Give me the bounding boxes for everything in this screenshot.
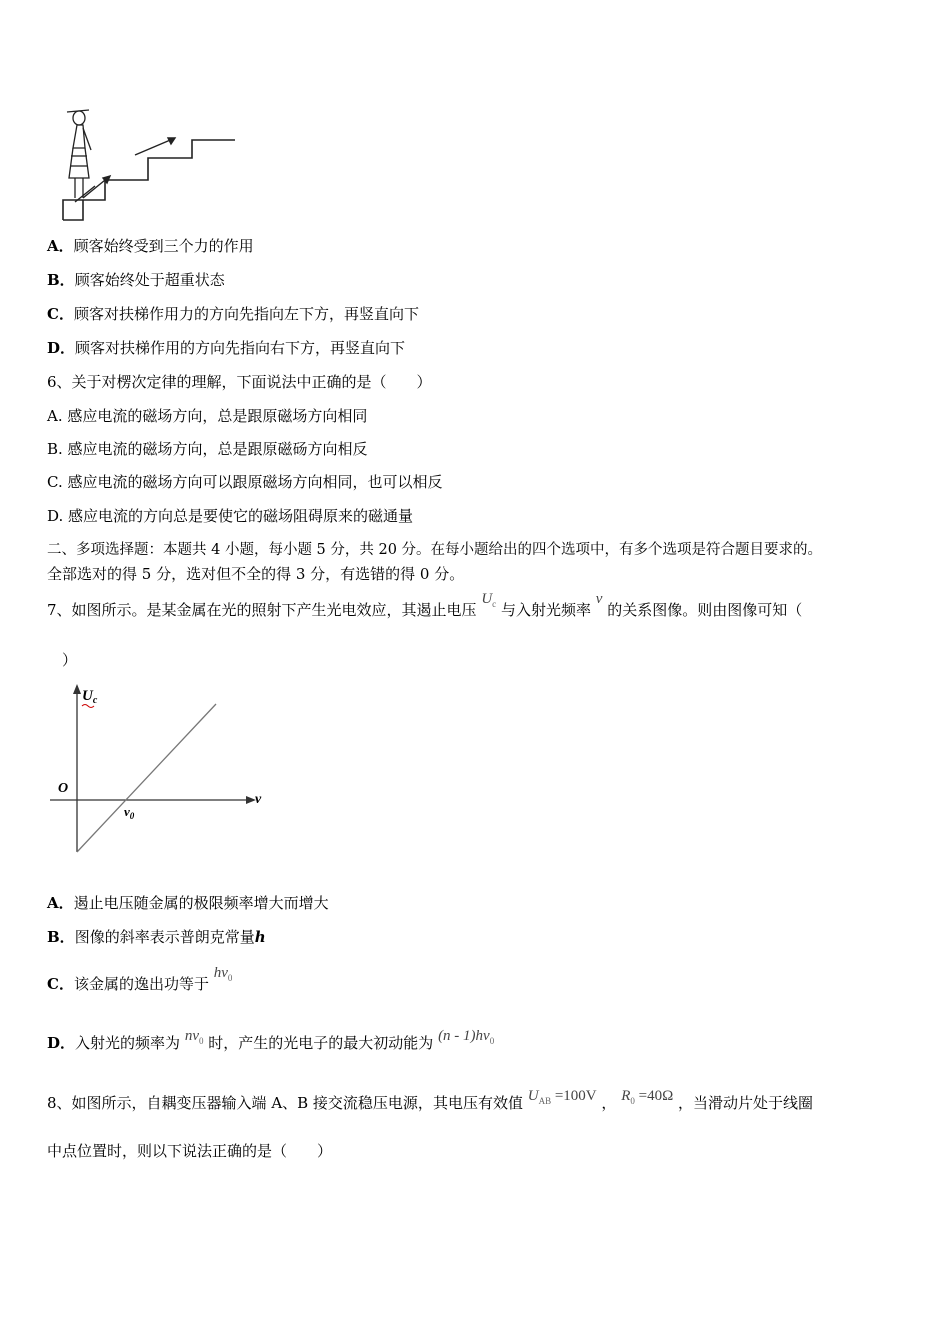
q7-option-a: A．遏止电压随金属的极限频率增大而增大 (47, 894, 329, 912)
q7-option-c: C．该金属的逸出功等于 $h\nu_0$ (47, 965, 233, 993)
section2-line1: 二、多项选择题：本题共 4 小题，每小题 5 分，共 20 分。在每小题给出的四个选项中，有多个选项是符合题目要求的。 (47, 542, 823, 558)
q5-option-b: B．顾客始终处于超重状态 (47, 271, 225, 289)
escalator-steps (63, 140, 235, 220)
q7-stem: 7、如图所示。是某金属在光的照射下产生光电效应，其遏止电压 $U_c$ 与入射光频率 ν 的关系图像。则由图像可知（ (47, 591, 803, 619)
q5-option-a: A．顾客始终受到三个力的作用 (47, 237, 254, 255)
x-axis-label: ν (255, 792, 262, 807)
q5-option-c: C．顾客对扶梯作用力的方向先指向左下方，再竖直向下 (47, 305, 419, 323)
q7-option-d: D．入射光的频率为 $n\nu_0$ 时，产生的光电子的最大初动能为 $(n - 1)h\nu_0$ (47, 1028, 495, 1052)
q7-stem-close: ） (62, 651, 78, 669)
y-axis-arrow (73, 684, 81, 694)
section2-line2: 全部选对的得 5 分，选对但不全的得 3 分，有选错的得 0 分。 (47, 565, 465, 583)
origin-label: O (58, 781, 69, 796)
q5-option-d: D．顾客对扶梯作用的方向先指向右下方，再竖直向下 (47, 339, 406, 357)
y-axis-label: $U_c$ (82, 688, 98, 706)
q6-option-a: A. 感应电流的磁场方向，总是跟原磁场方向相同 (47, 407, 368, 425)
q6-option-d: D. 感应电流的方向总是要使它的磁场阻碍原来的磁通量 (47, 507, 414, 525)
uc-nu-line (77, 704, 216, 852)
nu0-label: $\nu_0$ (124, 804, 135, 821)
q6-option-c: C. 感应电流的磁场方向可以跟原磁场方向相同，也可以相反 (47, 473, 443, 491)
q7-graph (48, 682, 268, 857)
q6-option-b: B. 感应电流的磁场方向，总是跟原磁砀方向相反 (47, 440, 368, 458)
escalator-figure (55, 98, 245, 223)
person-icon (67, 110, 91, 198)
q8-stem-line2: 中点位置时，则以下说法正确的是（ ） (47, 1142, 333, 1160)
q8-stem: 8、如图所示，自耦变压器输入端 A、B 接交流稳压电源，其电压有效值 $U_{AB} =100V$ ， $R_0 =40\Omega$ ，当滑动片处于线圈 (47, 1088, 814, 1112)
q6-stem: 6、关于对楞次定律的理解，下面说法中正确的是（ ） (47, 373, 432, 391)
q7-option-b: B．图像的斜率表示普朗克常量h (47, 928, 266, 946)
